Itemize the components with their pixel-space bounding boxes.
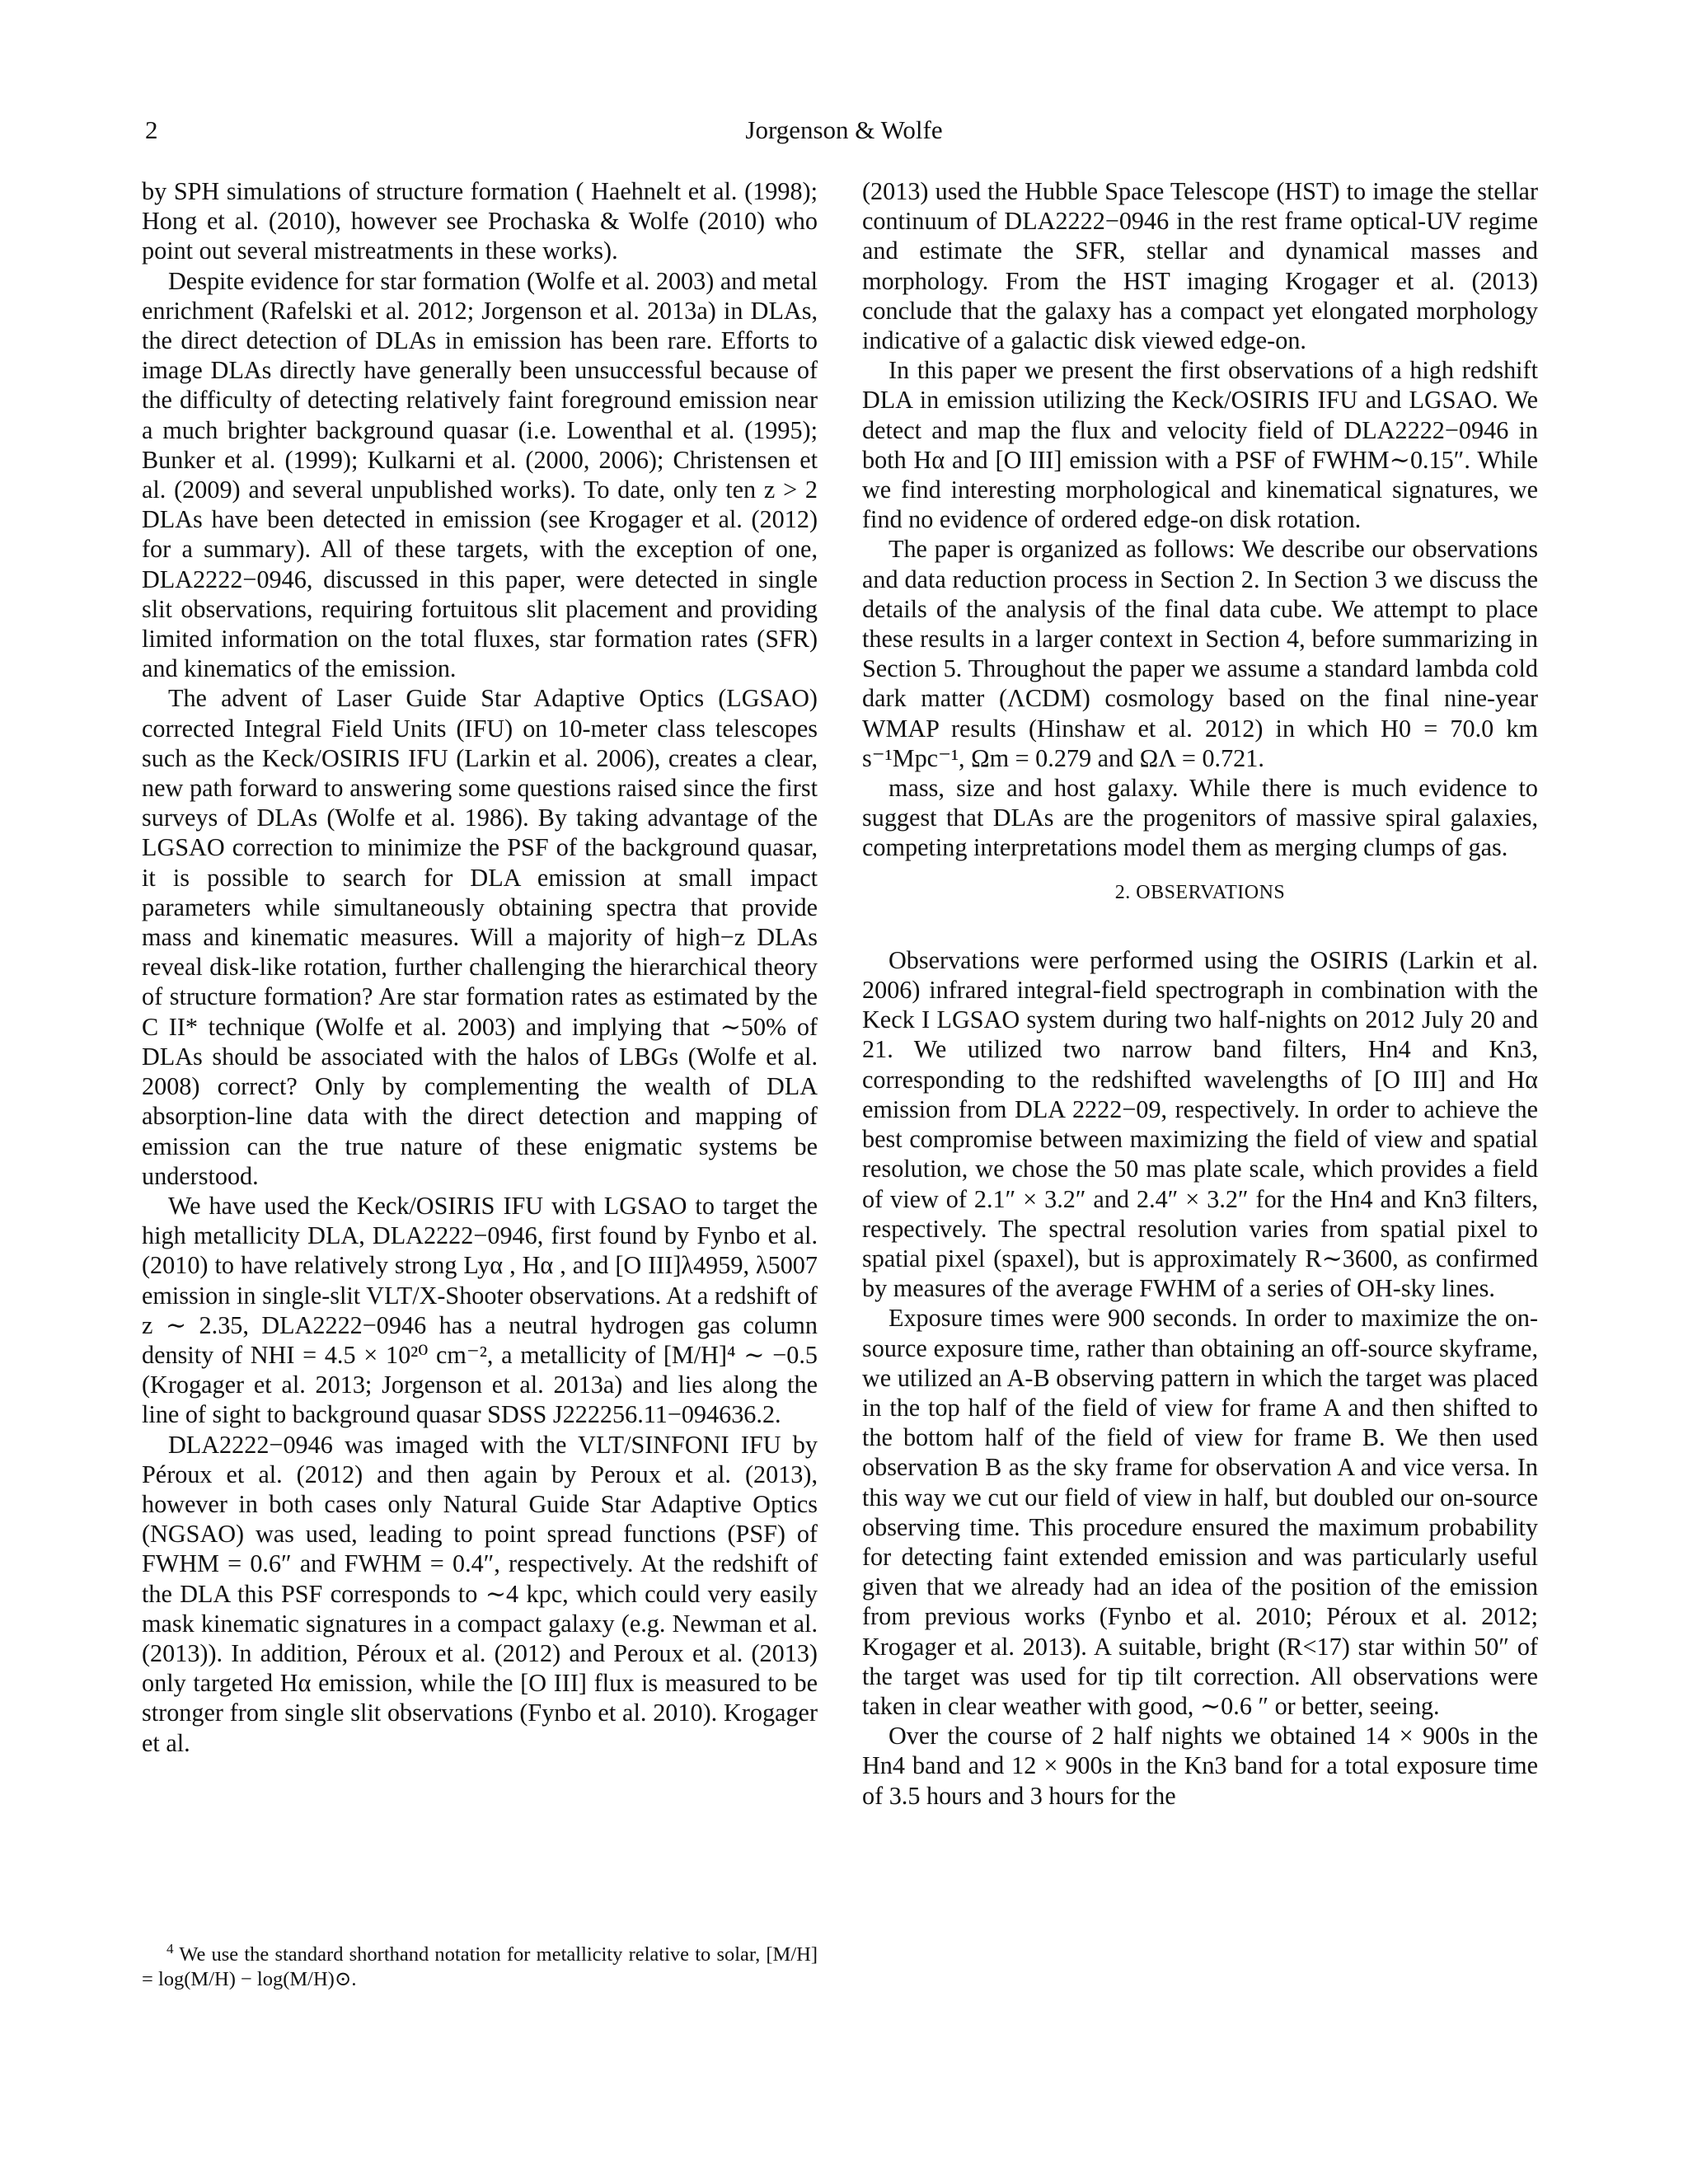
page-header	[0, 115, 1688, 152]
paragraph: (2013) used the Hubble Space Telescope (HST) to image the stellar continuum of DLA2222−0946 in the rest frame optical-UV regime and estimate the SFR, stellar and dynamical masses and morphology. From the HST imaging Krogager et al. (2013) conclude that the galaxy has a compact yet elongated morphology indicative of a galactic disk viewed edge-on.	[862, 177, 1538, 355]
paragraph: The advent of Laser Guide Star Adaptive Optics (LGSAO) corrected Integral Field Units (IFU) on 10-meter class telescopes such as the Keck/OSIRIS IFU (Larkin et al. 2006), creates a clear, new path forward to answering some questions raised since the first surveys of DLAs (Wolfe et al. 1986). By taking advantage of the LGSAO correction to minimize the PSF of the background quasar, it is possible to search for DLA emission at small impact parameters while simultaneously obtaining spectra that provide mass and kinematic measures. Will a majority of high−z DLAs reveal disk-like rotation, further challenging the hierarchical theory of structure formation? Are star formation rates as estimated by the C II* technique (Wolfe et al. 2003) and implying that ∼50% of DLAs should be associated with the halos of LBGs (Wolfe et al. 2008) correct? Only by complementing the wealth of DLA absorption-line data with the direct detection and mapping of emission can the true nature of these enigmatic systems be understood.	[142, 684, 818, 1190]
page-number: 2	[145, 115, 158, 144]
paragraph: Despite evidence for star formation (Wolfe et al. 2003) and metal enrichment (Rafelski et al. 2012; Jorgenson et al. 2013a) in DLAs, the direct detection of DLAs in emission has been rare. Efforts to image DLAs directly have generally been unsuccessful because of the difficulty of detecting relatively faint foreground emission near a much brighter background quasar (i.e. Lowenthal et al. (1995); Bunker et al. (1999); Kulkarni et al. (2000, 2006); Christensen et al. (2009) and several unpublished works). To date, only ten z > 2 DLAs have been detected in emission (see Krogager et al. (2012) for a summary). All of these targets, with the exception of one, DLA2222−0946, discussed in this paper, were detected in single slit observations, requiring fortuitous slit placement and providing limited information on the total fluxes, star formation rates (SFR) and kinematics of the emission.	[142, 266, 818, 683]
left-column	[142, 176, 818, 1758]
section-heading: 2. OBSERVATIONS	[1114, 881, 1286, 903]
paragraph: Exposure times were 900 seconds. In order to maximize the on-source exposure time, rather than obtaining an off-source skyframe, we utilized an A-B observing pattern in which the target was placed in the top half of the field of view for frame A and then shifted to the bottom half of the field of view for frame B. We then used observation B as the sky frame for observation A and vice versa. In this way we cut our field of view in half, but doubled our on-source observing time. This procedure ensured the maximum probability for detecting faint extended emission and was particularly useful given that we already had an idea of the position of the emission from previous works (Fynbo et al. 2010; Péroux et al. 2012; Krogager et al. 2013). A suitable, bright (R<17) star within 50″ of the target was used for tip tilt correction. All observations were taken in clear weather with good, ∼0.6 ″ or better, seeing.	[862, 1304, 1538, 1720]
right-column	[862, 176, 1538, 1811]
footnote-text: We use the standard shorthand notation for metallicity relative to solar, [M/H] = log(M/H) − log(M/H)⊙.	[142, 1943, 818, 1990]
footnote	[142, 1940, 818, 1992]
running-head: Jorgenson & Wolfe	[745, 115, 943, 144]
paragraph: Observations were performed using the OSIRIS (Larkin et al. 2006) infrared integral-field spectrograph in combination with the Keck I LGSAO system during two half-nights on 2012 July 20 and 21. We utilized two narrow band filters, Hn4 and Kn3, corresponding to the redshifted wavelengths of [O III] and Hα emission from DLA 2222−09, respectively. In order to achieve the best compromise between maximizing the field of view and spatial resolution, we chose the 50 mas plate scale, which provides a field of view of 2.1″ × 3.2″ and 2.4″ × 3.2″ for the Hn4 and Kn3 filters, respectively. The spectral resolution varies from spatial pixel to spatial pixel (spaxel), but is approximately R∼3600, as confirmed by measures of the average FWHM of a series of OH-sky lines.	[862, 945, 1538, 1303]
paragraph: We have used the Keck/OSIRIS IFU with LGSAO to target the high metallicity DLA, DLA2222−0946, first found by Fynbo et al. (2010) to have relatively strong Lyα , Hα , and [O III]λ4959, λ5007 emission in single-slit VLT/X-Shooter observations. At a redshift of z ∼ 2.35, DLA2222−0946 has a neutral hydrogen gas column density of NHI = 4.5 × 10²⁰ cm⁻², a metallicity of [M/H]⁴ ∼ −0.5 (Krogager et al. 2013; Jorgenson et al. 2013a) and lies along the line of sight to background quasar SDSS J222256.11−094636.2.	[142, 1191, 818, 1429]
paragraph: In this paper we present the first observations of a high redshift DLA in emission utilizing the Keck/OSIRIS IFU and LGSAO. We detect and map the flux and velocity field of DLA2222−0946 in both Hα and [O III] emission with a PSF of FWHM∼0.15″. While we find interesting morphological and kinematical signatures, we find no evidence of ordered edge-on disk rotation.	[862, 356, 1538, 534]
paragraph: Over the course of 2 half nights we obtained 14 × 900s in the Hn4 band and 12 × 900s in the Kn3 band for a total exposure time of 3.5 hours and 3 hours for the	[862, 1722, 1538, 1810]
paragraph: The paper is organized as follows: We describe our observations and data reduction process in Section 2. In Section 3 we discuss the details of the analysis of the final data cube. We attempt to place these results in a larger context in Section 4, before summarizing in Section 5. Throughout the paper we assume a standard lambda cold dark matter (ΛCDM) cosmology based on the final nine-year WMAP results (Hinshaw et al. 2012) in which H0 = 70.0 km s⁻¹Mpc⁻¹, Ωm = 0.279 and ΩΛ = 0.721.	[862, 535, 1538, 772]
paragraph: DLA2222−0946 was imaged with the VLT/SINFONI IFU by Péroux et al. (2012) and then again by Peroux et al. (2013), however in both cases only Natural Guide Star Adaptive Optics (NGSAO) was used, leading to point spread functions (PSF) of FWHM = 0.6″ and FWHM = 0.4″, respectively. At the redshift of the DLA this PSF corresponds to ∼4 kpc, which could very easily mask kinematic signatures in a compact galaxy (e.g. Newman et al. (2013)). In addition, Péroux et al. (2012) and Peroux et al. (2013) only targeted Hα emission, while the [O III] flux is measured to be stronger from single slit observations (Fynbo et al. 2010). Krogager et al.	[142, 1430, 818, 1757]
footnote-mark: 4	[166, 1940, 174, 1957]
paragraph: mass, size and host galaxy. While there is much evidence to suggest that DLAs are the progenitors of massive spiral galaxies, competing interpretations model them as merging clumps of gas.	[862, 774, 1538, 862]
paragraph: by SPH simulations of structure formation ( Haehnelt et al. (1998); Hong et al. (2010), however see Prochaska & Wolfe (2010) who point out several mistreatments in these works).	[142, 177, 818, 265]
